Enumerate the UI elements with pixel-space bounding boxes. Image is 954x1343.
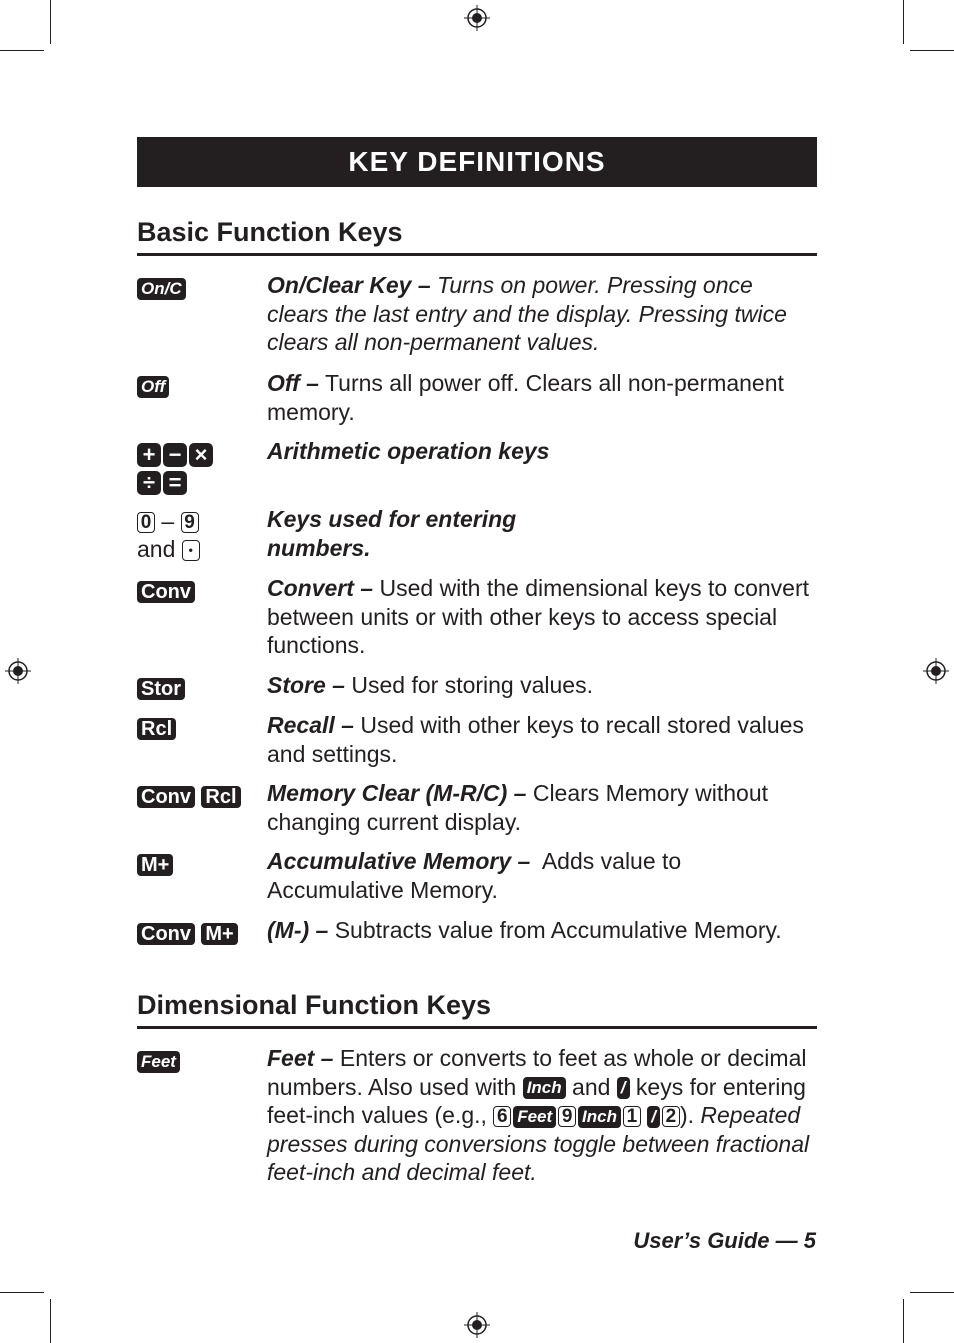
equals-key: = — [163, 471, 187, 495]
off-key: Off — [137, 376, 169, 398]
term: On/Clear Key – — [267, 272, 431, 298]
description: keys for entering feet-inch values (e.g., — [267, 1073, 806, 1128]
fraction-bar-key: / — [617, 1077, 630, 1099]
term: Keys used for entering numbers. — [267, 506, 517, 561]
inch-key: Inch — [578, 1106, 621, 1128]
term: Store – — [267, 672, 345, 698]
description: Enters or converts to feet as whole or decimal numbers. Also used with — [267, 1045, 807, 1100]
registration-mark-icon — [923, 658, 949, 684]
crop-mark — [0, 1292, 44, 1293]
description: Subtracts value from Accumulative Memory. — [328, 917, 782, 943]
key-column — [137, 273, 262, 301]
and-label: and — [137, 536, 176, 562]
fraction-bar-key: / — [647, 1106, 660, 1128]
store-key: Stor — [137, 678, 185, 700]
definition-text — [267, 1044, 817, 1187]
definition-text — [267, 847, 817, 904]
description: Used with the dimensional keys to convert between units or with other keys to access special functions. — [267, 575, 810, 658]
description: Used for storing values. — [344, 672, 593, 698]
term: Convert – — [267, 575, 374, 601]
decimal-point-key: • — [182, 540, 200, 561]
term: Arithmetic operation keys — [267, 438, 550, 464]
registration-mark-icon — [5, 658, 31, 684]
crop-mark — [50, 1299, 51, 1343]
divide-key: ÷ — [137, 471, 161, 495]
section-heading-basic: Basic Function Keys — [137, 217, 403, 247]
inch-key: Inch — [523, 1077, 566, 1099]
convert-key: Conv — [137, 923, 195, 945]
definition-text — [267, 574, 817, 660]
crop-mark — [50, 0, 51, 44]
nine-key: 9 — [181, 512, 199, 533]
nine-key: 9 — [558, 1106, 576, 1127]
recall-key: Rcl — [137, 718, 176, 740]
minus-key: − — [163, 443, 187, 467]
description: Clears Memory without changing current display. — [267, 780, 769, 835]
definition-text — [267, 671, 817, 700]
key-column — [137, 849, 262, 877]
crop-mark — [903, 0, 904, 44]
key-column — [137, 918, 262, 946]
term: (M-) – — [267, 917, 329, 943]
section-rule — [137, 253, 817, 256]
page-footer: User’s Guide — 5 — [633, 1228, 816, 1253]
zero-key: 0 — [137, 512, 155, 533]
crop-mark — [0, 50, 44, 51]
six-key: 6 — [493, 1106, 511, 1127]
key-column — [137, 781, 262, 809]
one-key: 1 — [623, 1106, 641, 1127]
key-column — [137, 439, 262, 495]
description: Adds value to Accumulative Memory. — [267, 848, 687, 903]
plus-key: + — [137, 443, 161, 467]
memory-plus-key: M+ — [201, 923, 237, 945]
page-title: KEY DEFINITIONS — [137, 137, 817, 187]
two-key: 2 — [662, 1106, 680, 1127]
registration-mark-icon — [464, 1312, 490, 1338]
convert-key: Conv — [137, 786, 195, 808]
range-dash: – — [161, 508, 175, 534]
key-column — [137, 713, 262, 741]
term: Memory Clear (M-R/C) – — [267, 780, 527, 806]
definition-text — [267, 711, 817, 768]
term: Accumulative Memory – — [267, 848, 531, 874]
key-column — [137, 371, 262, 399]
section-heading-dimensional: Dimensional Function Keys — [137, 990, 492, 1020]
definition-text — [267, 779, 817, 836]
feet-key: Feet — [137, 1051, 180, 1073]
crop-mark — [910, 50, 954, 51]
description: Turns all power off. Clears all non-permanent memory. — [267, 370, 784, 425]
key-column — [137, 673, 262, 701]
definition-text — [267, 505, 547, 562]
description-italic: Repeated presses during conversions toggle between fractional feet-inch and decimal feet. — [267, 1102, 810, 1185]
crop-mark — [910, 1292, 954, 1293]
term: Recall – — [267, 712, 354, 738]
key-column — [137, 507, 262, 563]
description: and — [565, 1073, 617, 1100]
section-rule — [137, 1026, 817, 1029]
key-column — [137, 576, 262, 604]
convert-key: Conv — [137, 581, 195, 603]
registration-mark-icon — [464, 5, 490, 31]
description: ). — [679, 1102, 701, 1128]
definition-text — [267, 271, 817, 357]
definition-text — [267, 916, 817, 945]
key-column — [137, 1046, 262, 1074]
term: Feet – — [267, 1045, 334, 1071]
on-clear-key: On/C — [137, 278, 186, 300]
crop-mark — [903, 1299, 904, 1343]
description: Turns on power. Pressing once clears the last entry and the display. Pressing twice clears all non-permanent values. — [267, 272, 787, 355]
times-key: × — [189, 443, 213, 467]
definition-text — [267, 437, 817, 466]
feet-key: Feet — [513, 1106, 556, 1128]
definition-text — [267, 369, 817, 426]
description: Used with other keys to recall stored values and settings. — [267, 712, 804, 767]
term: Off – — [267, 370, 319, 396]
memory-plus-key: M+ — [137, 854, 173, 876]
recall-key: Rcl — [201, 786, 240, 808]
